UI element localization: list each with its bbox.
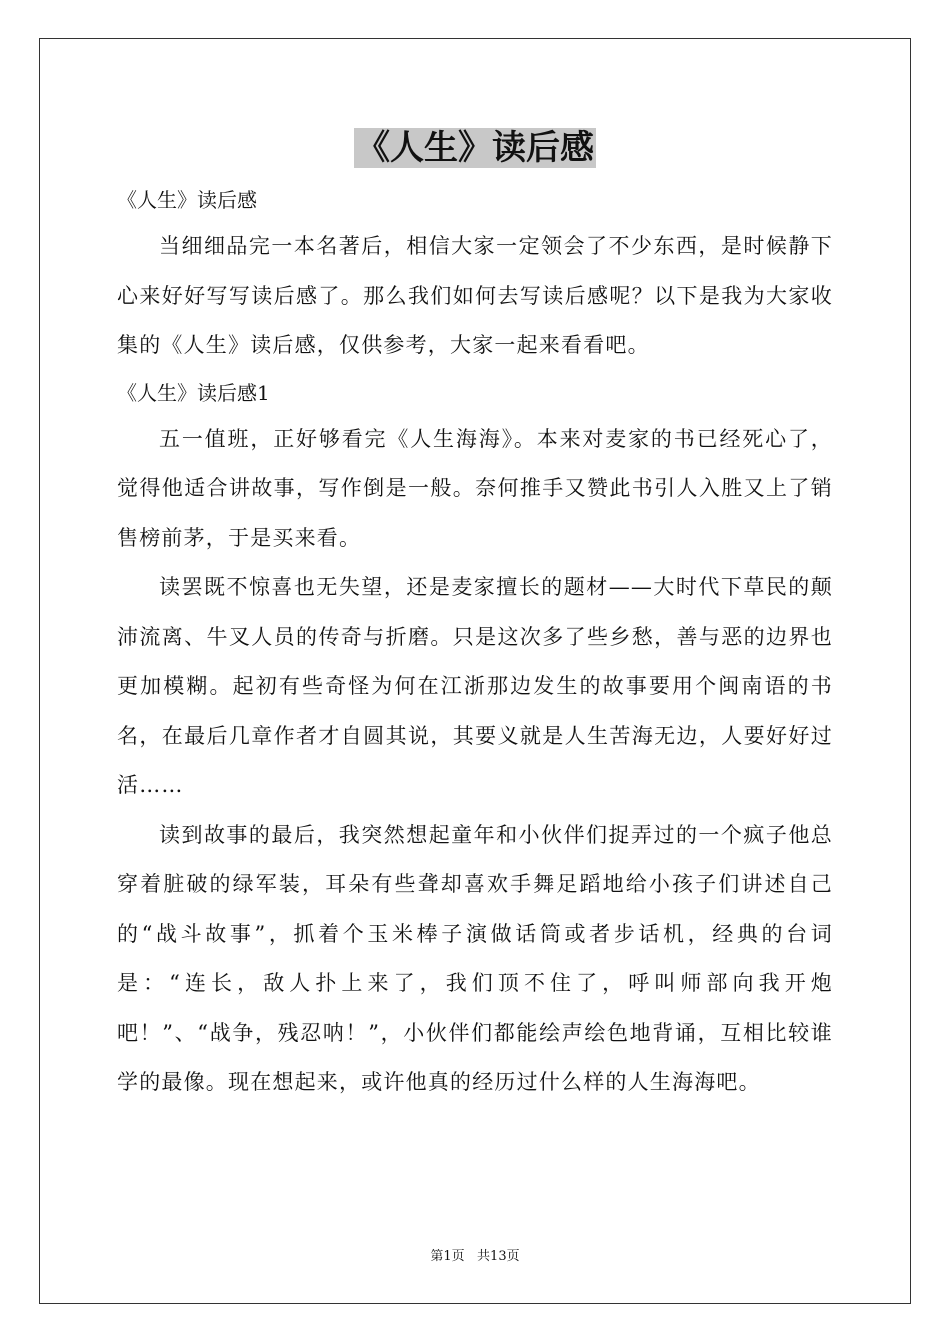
body-paragraph-3: 读到故事的最后，我突然想起童年和小伙伴们捉弄过的一个疯子他总穿着脏破的绿军装，耳朵有些聋却喜欢手舞足蹈地给小孩子们讲述自己的“战斗故事”，抓着个玉米棒子演做话筒或者步话机，经典的台词是：“连长，敌人扑上来了，我们顶不住了，呼叫师部向我开炮吧！”、“战争，残忍呐！”，小伙伴们都能绘声绘色地背诵，互相比较谁学的最像。现在想起来，或许他真的经历过什么样的人生海海吧。 bbox=[117, 822, 833, 1094]
page-footer bbox=[0, 1247, 950, 1267]
section-heading: 《人生》读后感1 bbox=[117, 380, 270, 405]
body-paragraph-2: 读罢既不惊喜也无失望，还是麦家擅长的题材——大时代下草民的颠沛流离、牛叉人员的传奇与折磨。只是这次多了些乡愁，善与恶的边界也更加模糊。起初有些奇怪为何在江浙那边发生的故事要用个闽南语的书名，在最后几章作者才自圆其说，其要义就是人生苦海无边，人要好好过活…… bbox=[117, 575, 833, 797]
document-title-wrapper bbox=[0, 128, 950, 168]
top-heading: 《人生》读后感 bbox=[117, 188, 257, 212]
page-number: 第1页 共13页 bbox=[430, 1249, 520, 1264]
intro-paragraph: 当细细品完一本名著后，相信大家一定领会了不少东西，是时候静下心来好好写写读后感了。那么我们如何去写读后感呢？以下是我为大家收集的《人生》读后感，仅供参考，大家一起来看看吧。 bbox=[117, 234, 833, 357]
document-title: 《人生》读后感 bbox=[356, 128, 594, 168]
document-body bbox=[117, 178, 833, 1108]
body-paragraph-1: 五一值班，正好够看完《人生海海》。本来对麦家的书已经死心了，觉得他适合讲故事，写作倒是一般。奈何推手又赞此书引人入胜又上了销售榜前茅，于是买来看。 bbox=[117, 426, 833, 550]
